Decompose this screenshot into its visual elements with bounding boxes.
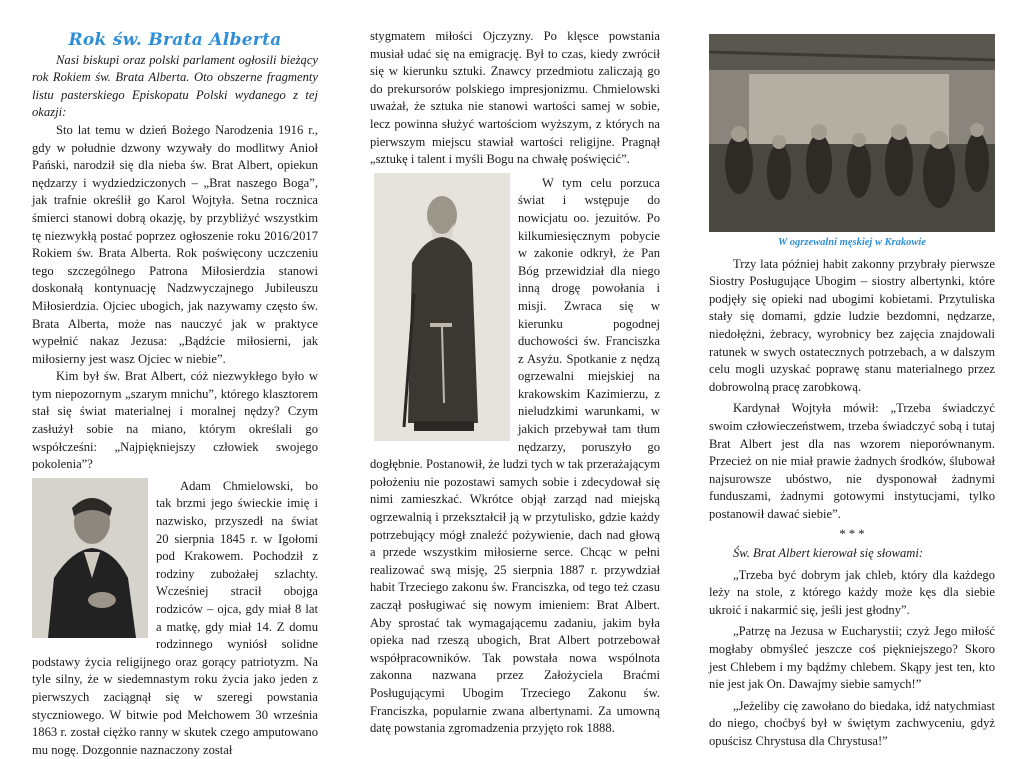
quote-3: „Jeżeliby cię zawołano do biedaka, idź natychmiast do niego, choćbyś był w świętym zachwyceniu, gdyż opuścisz Chrystusa dla Chrystusa!” [709,698,995,749]
paragraph-5: W tym celu porzuca świat i wstępuje do nowicjatu oo. jezuitów. Po kilkumiesięcznym pobycie w zakonie odkrył, że Pan Bóg przewidział dla niego inną drogę powołania i misji. Zwraca się w kierunku pogodnej duchowości św. Franciszka z Asyżu. Spotkanie z nędzą ogrzewalni miejskiej na krakowskim Kazimierzu, z nieludzkimi warunkami, w jakich przebywał tam tłum nędzarzy, poruszyło go dogłębnie. Postanowił, że ludzi tych w tak przerażającym położeniu nie pozostawi samych sobie i zdecydował się nimi zamieszkać. Wkrótce objął zarząd nad miejską ogrzewalnią i przekształcił ją w przytulisko, gdzie każdy potrzebujący mógł znaleźć pożywienie, dach nad głową a przede wszystkim miłosierne serce. Chcąc w pełni realizować swą misję, 25 sierpnia 1887 r. przywdział habit Trzeciego zakonu św. Franciszka, od tego też czasu zaczął posługiwać się nowym imieniem: Brat Albert. Aby sprostać tak wymagającemu zadaniu, jakim była opieka nad rzeszą ubogich, Brat Albert potrzebował współpracowników. Tak powstała nowa wspólnota zakonna nazwana przez Założyciela Braćmi Posługującymi Ubogim Trzeciego Zakonu św. Franciszka, popularnie zwana albertynami. Za umowną datę powstania zgromadzenia przyjęto rok 1888. [370,175,660,736]
quote-1: „Trzeba być dobrym jak chleb, który dla każdego leży na stole, z którego każdy może kęs dla siebie ukroić i nakarmić się, jeśli jest głodny”. [709,567,995,617]
section-separator: * * * [839,526,865,541]
paragraph-6: Trzy lata później habit zakonny przybrały pierwsze Siostry Posługujące Ubogim – siostry albertynki, które podjęły się opieki nad ubogimi kobietami. Przytuliska stały się domami, gdzie ludzie bezdomni, nędzarze, niedołężni, żebracy, wyrobnicy bez zajęcia znajdowali ratunek w swych ostatecznych potrzebach, a w dalszym celu mogli uzyskać poprawę stanu materialnego przez dobrowolną pracę zarobkową. [709,256,995,394]
photo-caption: W ogrzewalni męskiej w Krakowie [778,237,926,248]
column-left [32,30,318,759]
paragraph-1: Sto lat temu w dzień Bożego Narodzenia 1916 r., gdy w południe dzwony wzywały do modlitwy Anioł Pański, narodził się dla nieba św. Brat Albert, opiekun nędzarzy i wydziedziczonych – „Brat naszego Boga”, jak trafnie określił go Karol Wojtyła. Setna rocznica śmierci stanowi dobrą okazję, by przybliżyć wszystkim tę niezwykłą postać poprzez ogłoszenie roku 2016/2017 Rokiem św. Brata Alberta. Rok poświęcony uczczeniu tego szczególnego Patrona Miłosierdzia stanowi doskonałą kontynuację Nadzwyczajnego Jubileuszu Miłosierdzia. Ojciec ubogich, jak nazywamy często św. Brata Alberta, może nas nauczyć jak w praktyce wypełnić nakaz Jezusa: „Bądźcie miłosierni, jak miłosierny jest wasz Ojciec w niebie”. [32,122,318,366]
paragraph-8: Św. Brat Albert kierował się słowami: [733,546,924,561]
column-right [709,34,995,751]
paragraph-7: Kardynał Wojtyła mówił: „Trzeba świadczyć swoim człowieczeństwem, trzeba świadczyć sobą i tutaj Brat Albert jest dla nas wzorem nieporównanym. Przecież on nie miał prawie żadnych środków, ślubował najsurowsze ubóstwo, nie dysponował żadnymi funduszami, żadnymi gotowymi instytucjami, tylko postanowił dawać siebie”. [709,401,995,521]
portrait-young-photo [32,478,148,638]
article-title: Rok św. Brata Alberta [68,30,282,50]
intro-paragraph: Nasi biskupi oraz polski parlament ogłosili bieżący rok Rokiem św. Brata Alberta. Oto obszerne fragmenty listu pasterskiego Episkopatu Polski wydanego z tej okazji: [32,52,318,120]
column-middle [370,28,660,738]
paragraph-4: stygmatem miłości Ojczyzny. Po klęsce powstania musiał udać się na emigrację. Był to czas, kiedy zwrócił się w kierunku sztuki. Znawcy przedmiotu zaliczają go do prekursorów polskiego impresjonizmu. Chmielowski uważał, że sztuka nie stanowi wartości samej w sobie, lecz powinna służyć wartościom wyższym, z których na pierwszym miejscu stawiał wartości religijne. Pragnął „sztukę i talent i myśli Bogu na chwałę poświęcić”. [370,29,660,167]
paragraph-2: Kim był św. Brat Albert, cóż niezwykłego było w tym niepozornym „szarym mnichu”, którego klasztorem stał się świat materialnej i moralnej nędzy? Czym zasłużył sobie na miano, którym określali go współcześni: „Najpiękniejszy człowiek swojego pokolenia”? [32,369,318,472]
paragraph-3: Adam Chmielowski, bo tak brzmi jego świeckie imię i nazwisko, przyszedł na świat 20 sierpnia 1845 r. w Igołomi pod Krakowem. Pochodził z rodziny zubożałej szlachty. Wcześniej stracił obojga rodziców – ojca, gdy miał 8 lat a matkę, gdy miał 14. Z domu rodzinnego wyniósł solidne podstawy życia religijnego oraz gorący patriotyzm. Na tyle silny, że w siedemnastym roku życia jako jeden z pierwszych zaciągnął się w szeregi powstania styczniowego. W bitwie pod Mełchowem 30 września 1863 r. został ciężko ranny w skutek czego amputowano mu nogę. Dozgonnie naznaczony został [32,478,318,757]
quote-2: „Patrzę na Jezusa w Eucharystii; czyż Jego miłość mogłaby obmyśleć jeszcze coś piękniejszego? Skoro jest Chlebem i my bądźmy chlebem. Skąpy jest ten, kto nie jest jak On. Dawajmy siebie samych!” [709,624,995,692]
portrait-brother-albert-photo [374,173,510,441]
warming-house-photo [709,34,995,232]
